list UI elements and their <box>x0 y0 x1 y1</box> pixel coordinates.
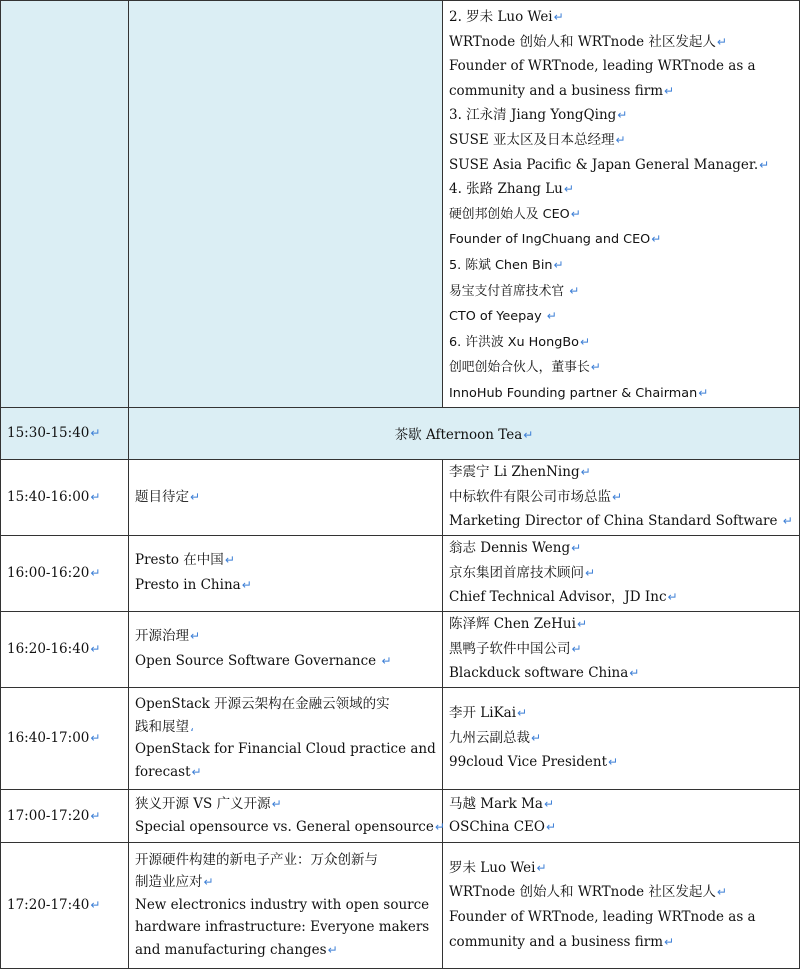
topic-line: 开源治理↵ <box>135 628 201 645</box>
speaker-line: 2. 罗未 Luo Wei↵ <box>449 9 564 25</box>
speaker-line: community and a business firm↵ <box>449 82 675 99</box>
speaker-line: Chief Technical Advisor，JD Inc↵ <box>449 589 678 606</box>
topic-line: Special opensource vs. General opensource↵ <box>135 818 445 835</box>
speaker-line: 京东集团首席技术顾问↵ <box>449 564 596 581</box>
topic-cell <box>129 687 443 789</box>
topic-cell <box>129 459 443 535</box>
time-cell: 16:00-16:20↵ <box>1 535 129 611</box>
time-cell: 15:30-15:40↵ <box>1 407 129 459</box>
speaker-line: 马越 Mark Ma↵ <box>449 796 555 812</box>
table-row <box>1 842 800 968</box>
topic-line: forecast↵ <box>135 763 202 780</box>
table-row <box>1 459 800 535</box>
topic-line: OpenStack 开源云架构在金融云领域的实 <box>135 696 390 712</box>
speaker-line: SUSE 亚太区及日本总经理↵ <box>449 131 626 148</box>
speaker-cell <box>443 687 800 789</box>
time-cell <box>1 1 129 408</box>
topic-cell <box>129 1 443 408</box>
speaker-cell <box>443 789 800 842</box>
speaker-line: 易宝支付首席技术官 ↵ <box>449 283 580 299</box>
topic-line: hardware infrastructure: Everyone makers <box>135 919 430 936</box>
speaker-line: Marketing Director of China Standard Software ↵ <box>449 513 793 530</box>
speaker-line: SUSE Asia Pacific & Japan General Manager.↵ <box>449 156 770 173</box>
speaker-line: CTO of Yeepay ↵ <box>449 309 557 325</box>
time-cell: 16:20-16:40↵ <box>1 611 129 687</box>
table-row <box>1 789 800 842</box>
speaker-line: Founder of IngChuang and CEO↵ <box>449 232 662 248</box>
speaker-line: WRTnode 创始人和 WRTnode 社区发起人↵ <box>449 884 727 901</box>
speaker-line: 黑鸭子软件中国公司↵ <box>449 640 582 657</box>
table-row <box>1 611 800 687</box>
speaker-line: 3. 江永清 Jiang YongQing↵ <box>449 107 628 124</box>
speaker-line: 5. 陈斌 Chen Bin↵ <box>449 257 564 273</box>
speaker-cell <box>443 611 800 687</box>
speaker-cell <box>443 459 800 535</box>
speaker-line: 99cloud Vice President↵ <box>449 754 619 771</box>
speaker-line: community and a business firm↵ <box>449 933 675 950</box>
break-cell: 茶歇 Afternoon Tea↵ <box>129 407 800 459</box>
table-row <box>1 687 800 789</box>
table-row <box>1 407 800 459</box>
topic-line: OpenStack for Financial Cloud practice and <box>135 741 436 757</box>
topic-line: 制造业应对↵ <box>135 874 214 891</box>
speaker-line: Founder of WRTnode, leading WRTnode as a <box>449 58 756 75</box>
speaker-line: Founder of WRTnode, leading WRTnode as a <box>449 909 756 925</box>
topic-cell <box>129 611 443 687</box>
topic-cell <box>129 789 443 842</box>
topic-line: 践和展望، <box>135 718 194 735</box>
speaker-line: OSChina CEO↵ <box>449 818 557 835</box>
time-cell: 16:40-17:00↵ <box>1 687 129 789</box>
speaker-line: 中标软件有限公司市场总监↵ <box>449 488 623 505</box>
speaker-line: 硬创邦创始人及 CEO↵ <box>449 206 581 222</box>
speaker-line: 九州云副总裁↵ <box>449 729 542 746</box>
speaker-cell <box>443 535 800 611</box>
topic-line: 开源硬件构建的新电子产业：万众创新与 <box>135 851 378 868</box>
speaker-line: Blackduck software China↵ <box>449 665 640 682</box>
speaker-line: 创吧创始合伙人，董事长↵ <box>449 360 601 376</box>
time-cell: 17:00-17:20↵ <box>1 789 129 842</box>
speaker-line: 罗未 Luo Wei↵ <box>449 859 547 876</box>
speaker-line: 李开 LiKai↵ <box>449 705 528 722</box>
speaker-cell <box>443 842 800 968</box>
topic-line: and manufacturing changes↵ <box>135 941 338 958</box>
topic-line: Presto in China↵ <box>135 577 252 593</box>
topic-line: New electronics industry with open source <box>135 896 430 913</box>
time-cell: 15:40-16:00↵ <box>1 459 129 535</box>
speaker-line: 6. 许洪波 Xu HongBo↵ <box>449 334 591 350</box>
speaker-line: 翁志 Dennis Weng↵ <box>449 540 582 557</box>
speaker-line: 李震宁 Li ZhenNing↵ <box>449 464 591 481</box>
table-row <box>1 535 800 611</box>
speaker-line: WRTnode 创始人和 WRTnode 社区发起人↵ <box>449 33 727 50</box>
topic-line: Open Source Software Governance ↵ <box>135 653 392 669</box>
speaker-line: InnoHub Founding partner & Chairman↵ <box>449 385 709 401</box>
speaker-line: 4. 张路 Zhang Lu↵ <box>449 181 574 198</box>
table-row <box>1 1 800 408</box>
topic-line: Presto 在中国↵ <box>135 552 235 569</box>
time-cell: 17:20-17:40↵ <box>1 842 129 968</box>
speaker-cell <box>443 1 800 408</box>
topic-line: 狭义开源 VS 广义开源↵ <box>135 796 282 812</box>
speaker-line: 陈泽辉 Chen ZeHui↵ <box>449 616 588 633</box>
topic-cell <box>129 842 443 968</box>
topic-cell <box>129 535 443 611</box>
topic-line: 题目待定↵ <box>135 488 201 505</box>
